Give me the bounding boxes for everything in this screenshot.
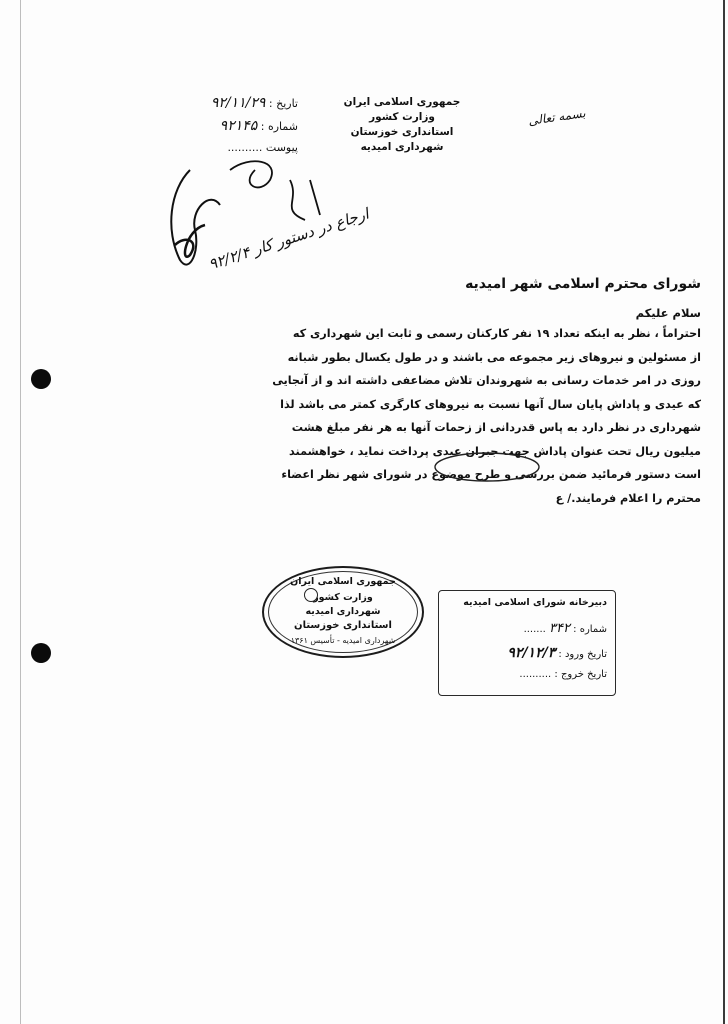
attachment-field: پیوست .......... [227,141,298,154]
seal-line-1: جمهوری اسلامی ایران [290,576,396,587]
date-field [188,95,298,111]
receipt-exit-label: تاریخ خروج : [554,669,607,680]
body-line-2: از مسئولین و نیروهای زیر مجموعه می باشند و در طول یکسال بطور شبانه [287,350,701,364]
seal-line-2: وزارت کشور [313,592,373,603]
number-value: ۹۲۱۴۵ [219,118,258,134]
seal-line-4: استانداری خوزستان [294,620,392,631]
body-line-6: میلیون ریال تحت عنوان پاداش جهت جبران عیدی پرداخت نماید ، خواهشمند [289,444,701,458]
punch-hole-top [31,369,51,389]
recipient: شورای محترم اسلامی شهر امیدیه [465,276,701,292]
body-line-8: محترم را اعلام فرمایند./ ع [555,491,701,505]
letterhead [342,95,462,155]
receipt-stamp-title: دبیرخانه شورای اسلامی امیدیه [463,597,607,608]
letterhead-line-3: استانداری خوزستان [350,126,454,138]
page-right-edge [723,0,725,1024]
letterhead-line-1: جمهوری اسلامی ایران [343,96,461,108]
handwritten-note: ارجاع در دستور کار ۹۲/۲/۴ [206,204,371,274]
receipt-entry-label: تاریخ ورود : [558,649,607,660]
seal-line-5: شهرداری امیدیه - تأسیس ۱۳۶۱ [290,636,396,645]
receipt-number-row: شماره : ۳۴۲ ....... [523,621,607,636]
municipality-seal [262,566,424,658]
receipt-entry-value: ۹۲/۱۲/۳ [507,645,556,661]
seal-line-3: شهرداری امیدیه [305,606,381,617]
body-line-3: روزی در امر خدمات رسانی به شهروندان تلاش مضاعفی داشته اند و از آنجایی [272,374,701,387]
emblem-icon [304,588,318,602]
letterhead-line-4: شهرداری امیدیه [360,141,444,153]
date-label: تاریخ : [268,97,298,110]
punch-hole-bottom [31,643,51,663]
page-left-edge [20,0,21,1024]
hand-drawn-circle [432,450,542,484]
body-line-5: شهرداری در نظر دارد به پاس قدردانی از زحمات آنها به هر نفر مبلغ هشت [291,421,701,434]
attachment-label: پیوست [265,141,298,154]
basmala: بسمه تعالی [527,106,587,128]
body-line-4: که عیدی و پاداش پایان سال آنها نسبت به نیروهای کارگری کمتر می باشد لذا [280,397,701,411]
greeting: سلام علیکم [635,306,701,320]
body-line-1: احتراماً ، نظر به اینکه تعداد ۱۹ نفر کارکنان رسمی و ثابت این شهرداری که [292,327,701,340]
date-value: ۹۲/۱۱/۲۹ [210,95,266,111]
council-receipt-stamp [438,590,616,696]
receipt-number-label: شماره : [573,624,607,635]
receipt-entry-row [507,645,607,661]
number-label: شماره : [260,120,298,133]
number-field [188,118,298,134]
body-line-7: است دستور فرمائید ضمن بررسی و طرح موضوع در شورای شهر نظر اعضاء [281,468,701,481]
letterhead-line-2: وزارت کشور [369,111,435,123]
receipt-number-value: ۳۴۲ [549,621,570,636]
receipt-exit-row: تاریخ خروج : .......... [519,669,607,680]
